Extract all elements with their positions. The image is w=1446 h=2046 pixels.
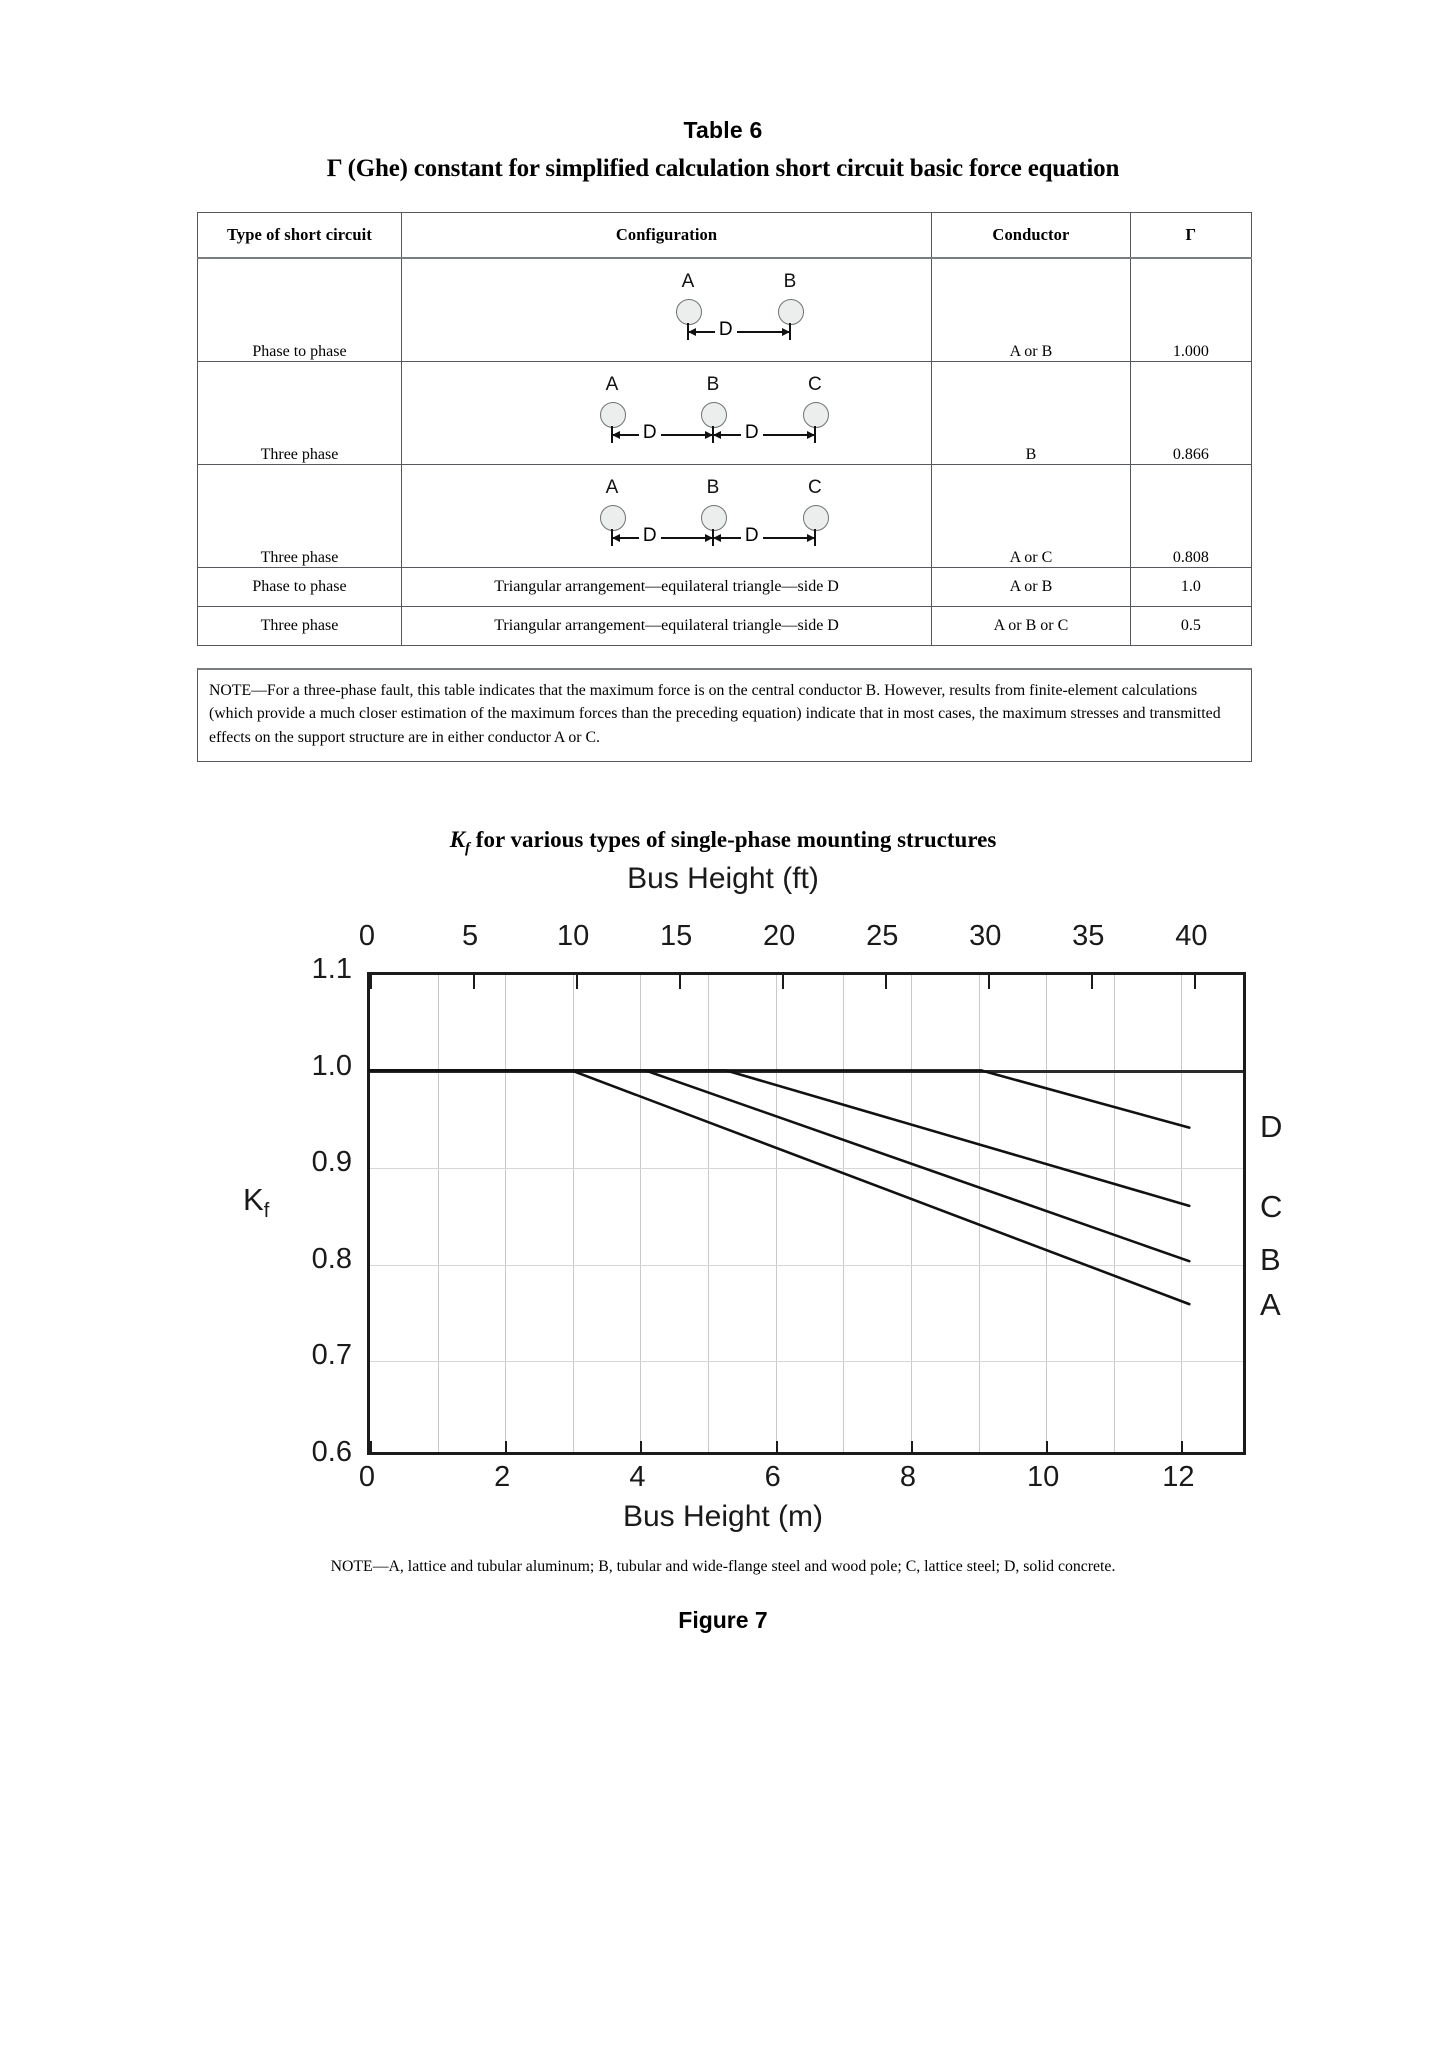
chart-title-subscript: f [465, 840, 471, 857]
dimension-line [612, 434, 713, 436]
conductor-circle [803, 505, 829, 531]
header-configuration: Configuration [401, 213, 931, 259]
row-gamma: 0.808 [1130, 465, 1251, 568]
conductor-circle [600, 505, 626, 531]
table-header-row [198, 213, 1252, 259]
conductor-circle [701, 505, 727, 531]
y-tick-label: 1.1 [311, 953, 352, 985]
chart-title-rest: for various types of single-phase mounting structures [470, 827, 997, 852]
conductor-diagram-3 [402, 368, 931, 464]
dimension-line [713, 537, 815, 539]
x-tick-label-ft: 10 [556, 920, 590, 952]
conductor-label: A [605, 374, 619, 395]
conductor-label: A [681, 271, 695, 292]
table-note: NOTE—For a three-phase fault, this table indicates that the maximum force is on the central conductor B. However, results from finite-element calculations (which provide a much closer estimation of the maximum forces than the preceding equation) indicate that in most cases, the maximum stresses and transmitted effects on the support structure are in either conductor A or C. [197, 668, 1252, 762]
row-configuration: Triangular arrangement—equilateral triangle—side D [401, 607, 931, 646]
row-gamma: 0.866 [1130, 362, 1251, 465]
table-row [198, 362, 1252, 465]
chart-plot-area [367, 972, 1246, 1455]
table-number: Table 6 [683, 117, 763, 143]
row-configuration [401, 465, 931, 568]
y-tick-label: 0.8 [311, 1242, 352, 1275]
x-tick-label-m: 8 [899, 1461, 916, 1493]
gamma-constant-table [197, 212, 1252, 646]
x-tick-label-ft: 20 [763, 920, 796, 952]
conductor-circle [778, 299, 804, 325]
x-tick-label-ft: 35 [1072, 920, 1105, 952]
row-gamma: 0.5 [1130, 607, 1251, 646]
curve-C [370, 1070, 1189, 1205]
figure-caption: Figure 7 [678, 1607, 768, 1633]
row-configuration: Triangular arrangement—equilateral triangle—side D [401, 568, 931, 607]
chart-curves [370, 975, 1243, 1452]
dimension-line [713, 434, 815, 436]
row-conductor: A or B [932, 568, 1131, 607]
y-tick-label: 0.9 [311, 1146, 352, 1179]
x-tick-label-m: 0 [358, 1461, 376, 1493]
dimension-label: D [715, 320, 737, 340]
curve-label-D: D [1260, 1109, 1283, 1145]
x-tick-label-ft: 25 [866, 920, 899, 952]
row-conductor: A or B or C [932, 607, 1131, 646]
conductor-circle [600, 402, 626, 428]
conductor-diagram-2 [402, 265, 931, 361]
row-gamma: 1.0 [1130, 568, 1251, 607]
y-axis-title: $K_f$ [243, 1182, 270, 1223]
x-axis-bottom-title: Bus Height (m) [622, 1500, 824, 1533]
table-row [198, 465, 1252, 568]
conductor-label: C [808, 374, 822, 395]
x-tick-label-ft: 40 [1175, 920, 1208, 952]
header-type: Type of short circuit [198, 213, 402, 259]
curve-label-B: B [1260, 1241, 1281, 1277]
row-type: Three phase [198, 362, 402, 465]
row-gamma: 1.000 [1130, 258, 1251, 362]
header-gamma: Γ [1130, 213, 1251, 259]
row-conductor: A or B [932, 258, 1131, 362]
table-row [198, 568, 1252, 607]
conductor-circle [676, 299, 702, 325]
row-conductor: A or C [932, 465, 1131, 568]
conductor-label: A [605, 477, 619, 498]
x-tick-label-m: 12 [1162, 1461, 1195, 1493]
dimension-label: D [741, 526, 763, 546]
curve-D [370, 1070, 1189, 1127]
row-conductor: B [932, 362, 1131, 465]
chart-title [0, 827, 1446, 858]
curve-label-C: C [1260, 1188, 1283, 1224]
row-type: Phase to phase [198, 258, 402, 362]
x-tick-label-m: 2 [494, 1461, 511, 1493]
curve-label-A: A [1260, 1287, 1281, 1323]
dimension-label: D [639, 423, 661, 443]
row-type: Three phase [198, 607, 402, 646]
conductor-label: B [706, 477, 720, 498]
row-configuration [401, 362, 931, 465]
conductor-label: B [706, 374, 720, 395]
header-conductor: Conductor [932, 213, 1131, 259]
curve-A [370, 1070, 1189, 1304]
dimension-label: D [639, 526, 661, 546]
row-type: Phase to phase [198, 568, 402, 607]
row-type: Three phase [198, 465, 402, 568]
x-tick-label-m: 6 [764, 1461, 781, 1493]
conductor-label: C [808, 477, 822, 498]
conductor-circle [803, 402, 829, 428]
table-row [198, 607, 1252, 646]
x-tick-label-m: 10 [1027, 1461, 1060, 1493]
dimension-line [612, 537, 713, 539]
x-tick-label-ft: 30 [969, 920, 1002, 952]
x-tick-label-m: 4 [629, 1461, 646, 1493]
x-tick-label-ft: 0 [358, 920, 376, 952]
conductor-label: B [783, 271, 797, 292]
row-configuration [401, 258, 931, 362]
x-tick-label-ft: 15 [659, 920, 693, 952]
conductor-circle [701, 402, 727, 428]
chart-title-symbol: $K_f$ [449, 827, 471, 857]
x-tick-label-ft: 5 [461, 920, 479, 952]
figure-note: NOTE—A, lattice and tubular aluminum; B, tubular and wide-flange steel and wood pole; C, lattice steel; D, solid concrete. [330, 1558, 1116, 1575]
dimension-line [688, 331, 790, 333]
curve-B [370, 1070, 1189, 1261]
table-row [198, 258, 1252, 362]
y-tick-label: 0.7 [311, 1339, 352, 1372]
table-caption: Γ (Ghe) constant for simplified calculation short circuit basic force equation [326, 155, 1120, 182]
y-tick-label: 1.0 [311, 1049, 352, 1082]
conductor-diagram-3 [402, 471, 931, 567]
dimension-label: D [741, 423, 763, 443]
y-axis-subscript: f [263, 1200, 270, 1223]
y-tick-label: 0.6 [311, 1436, 352, 1468]
x-axis-top-title: Bus Height (ft) [627, 862, 819, 895]
